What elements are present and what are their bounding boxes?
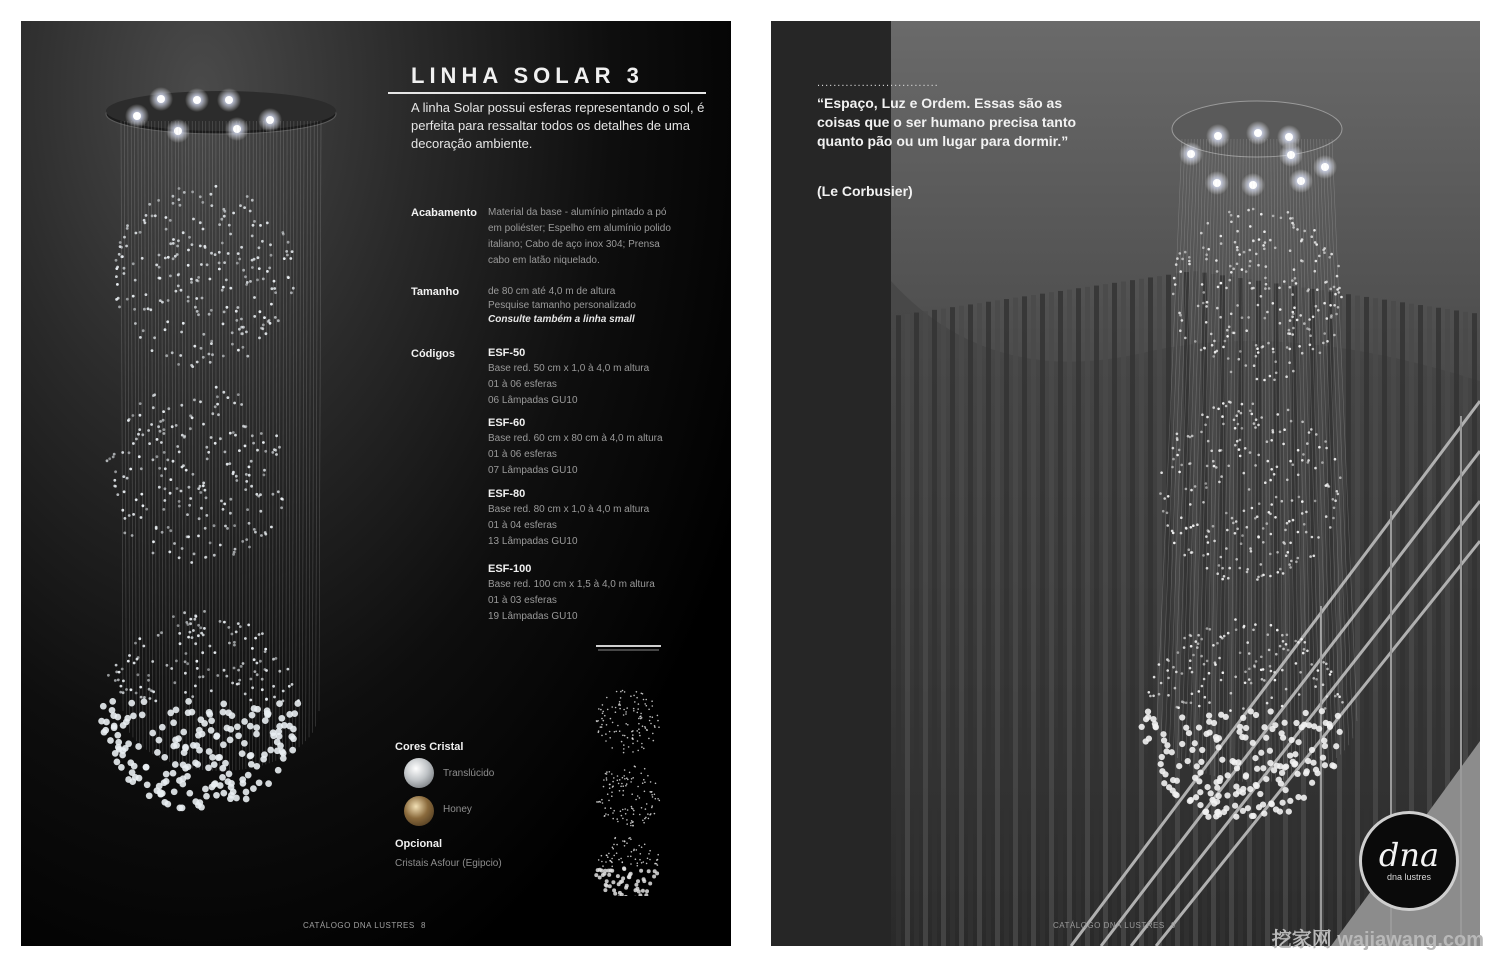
tamanho-custom: Pesquise tamanho personalizado	[488, 300, 636, 311]
left-catalog-page	[21, 21, 731, 946]
right-page-number: 9	[1171, 921, 1176, 930]
logo-subtitle: dna lustres	[1386, 872, 1432, 882]
code-esf-100	[488, 561, 698, 625]
tamanho-range: de 80 cm até 4,0 m de altura	[488, 286, 616, 297]
code-base: Base red. 50 cm x 1,0 à 4,0 m altura	[488, 363, 650, 374]
translucido-label: Translúcido	[443, 768, 495, 779]
product-title: LINHA SOLAR 3	[411, 63, 644, 88]
honey-swatch	[404, 796, 434, 826]
code-spheres: 01 à 04 esferas	[488, 520, 557, 531]
code-base: Base red. 100 cm x 1,5 à 4,0 m altura	[488, 579, 655, 590]
right-catalog-page	[771, 21, 1480, 946]
translucido-swatch	[404, 758, 434, 788]
code-name: ESF-80	[488, 488, 526, 500]
opcional-text: Cristais Asfour (Egipcio)	[395, 858, 502, 869]
left-page-number: 8	[421, 921, 426, 930]
technical-drawing	[586, 636, 671, 896]
left-footer-text: CATÁLOGO DNA LUSTRES	[303, 921, 415, 930]
tamanho-label: Tamanho	[411, 286, 460, 298]
code-name: ESF-100	[488, 563, 532, 575]
quote-text: “Espaço, Luz e Ordem. Essas são as coisas que o ser humano precisa tanto quanto pão ou um lugar para dormir.”	[817, 95, 1077, 149]
quote-dots-divider: ..............................	[817, 77, 939, 89]
code-spheres: 01 à 06 esferas	[488, 449, 557, 460]
code-esf-60	[488, 415, 703, 479]
right-footer-text: CATÁLOGO DNA LUSTRES	[1053, 921, 1165, 930]
product-intro: A linha Solar possui esferas representando o sol, é perfeita para ressaltar todos os detalhes de uma decoração ambiente.	[411, 100, 705, 151]
code-spheres: 01 à 03 esferas	[488, 595, 557, 606]
code-name: ESF-60	[488, 417, 526, 429]
code-lamps: 07 Lâmpadas GU10	[488, 465, 578, 476]
honey-label: Honey	[443, 804, 472, 815]
acabamento-label: Acabamento	[411, 207, 478, 219]
opcional-label: Opcional	[395, 838, 443, 850]
tamanho-block	[488, 284, 688, 328]
staircase-photo	[771, 21, 1480, 946]
code-base: Base red. 80 cm x 1,0 à 4,0 m altura	[488, 504, 650, 515]
code-lamps: 19 Lâmpadas GU10	[488, 611, 578, 622]
code-lamps: 06 Lâmpadas GU10	[488, 395, 578, 406]
dna-lustres-logo	[1359, 811, 1459, 911]
quote-author: (Le Corbusier)	[817, 183, 913, 199]
code-base: Base red. 60 cm x 80 cm à 4,0 m altura	[488, 433, 663, 444]
tamanho-small-note: Consulte também a linha small	[488, 314, 635, 325]
code-name: ESF-50	[488, 347, 526, 359]
code-esf-80	[488, 486, 688, 550]
title-underline	[388, 92, 706, 94]
codigos-label: Códigos	[411, 348, 455, 360]
code-esf-50	[488, 345, 688, 409]
cores-cristal-label: Cores Cristal	[395, 741, 464, 753]
acabamento-text: Material da base - alumínio pintado a pó em poliéster; Espelho em alumínio polido italiano; Cabo de aço inox 304; Prensa cabo em latão niquelado.	[488, 207, 671, 266]
code-spheres: 01 à 06 esferas	[488, 379, 557, 390]
logo-mark: dna	[1378, 836, 1440, 874]
site-watermark: 挖家网 wajiawang.com	[1271, 929, 1484, 951]
code-lamps: 13 Lâmpadas GU10	[488, 536, 578, 547]
